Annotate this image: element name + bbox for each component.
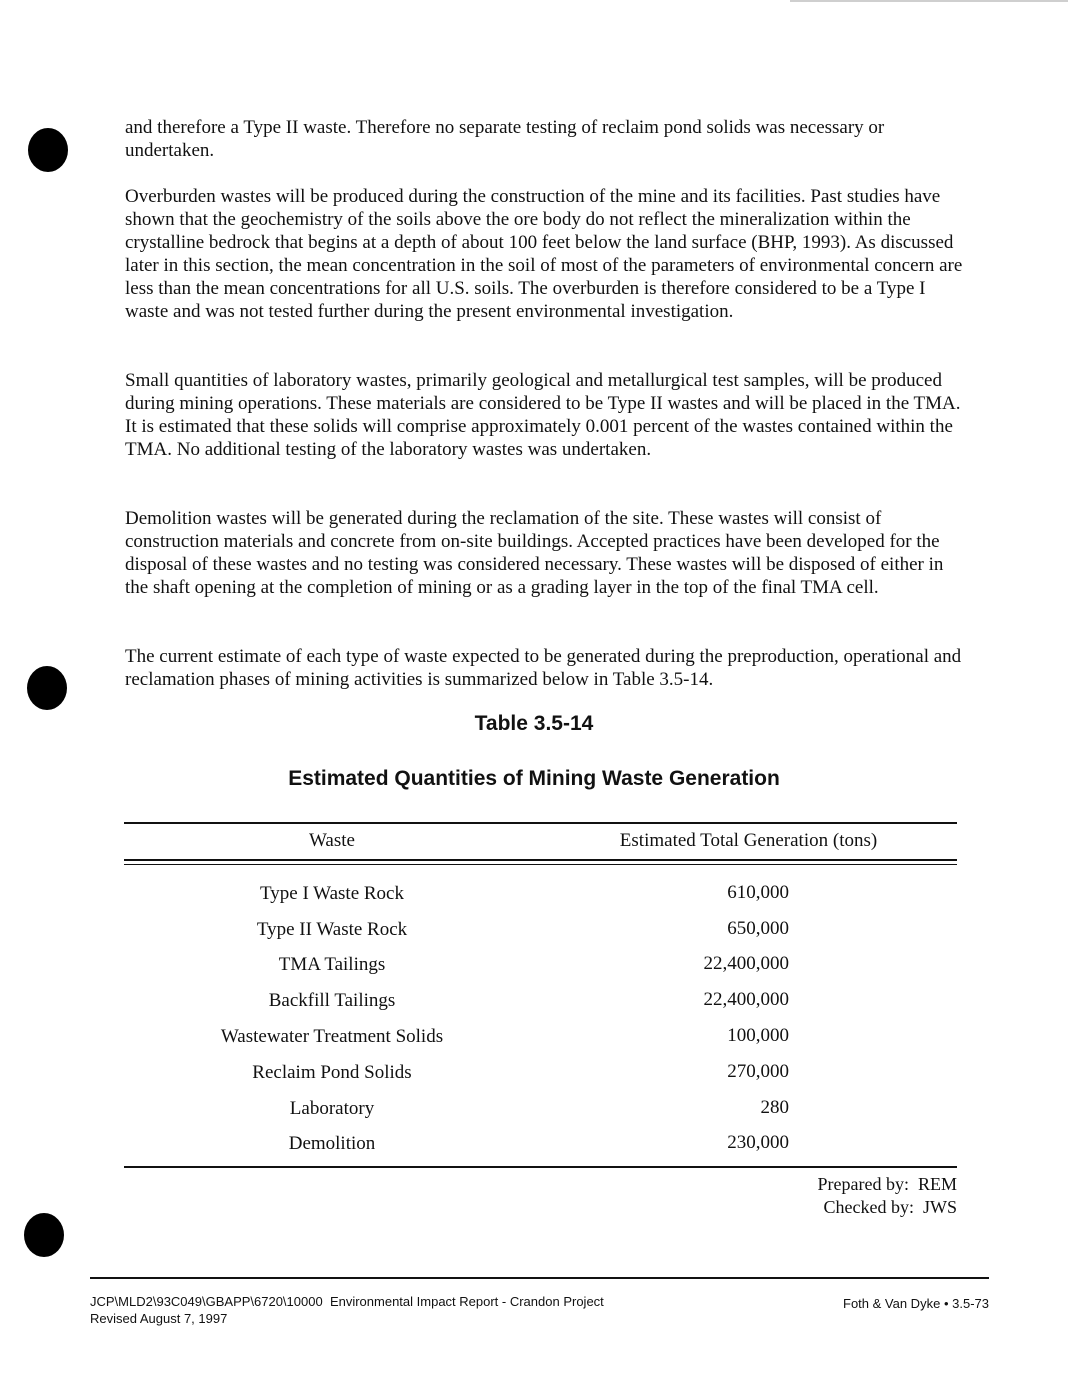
footer-bullet: • [943, 1296, 949, 1311]
paragraph-reclaim-pond: and therefore a Type II waste. Therefore no separate testing of reclaim pond solids was necessary or undertaken. [125, 117, 885, 161]
cell-waste: Backfill Tailings [268, 990, 396, 1012]
cell-tons: 22,400,000 [703, 953, 789, 975]
footer-page-number: 3.5-73 [952, 1296, 989, 1311]
checked-value: JWS [922, 1197, 957, 1217]
cell-tons: 230,000 [727, 1132, 789, 1154]
footer-doc-title: Environmental Impact Report - Crandon Project [329, 1294, 604, 1309]
paragraph-overburden: Overburden wastes will be produced during the construction of the mine and its facilities. Past studies have shown that the geochemistry of the soils above the ore body do not reflect the mineralization within the crystalline bedrock that begins at a depth of about 100 feet below the land surface (BHP, 1993). As discussed later in this section, the mean concentration in the soil of most of the parameters of environmental concern are less than the mean concentrations for all U.S. soils. The overburden is therefore considered to be a Type I waste and was not tested further during the present environmental investigation. [125, 186, 963, 322]
paragraph-laboratory: Small quantities of laboratory wastes, primarily geological and metallurgical test samples, will be produced during mining operations. These materials are considered to be Type II wastes and will be placed in the TMA. It is estimated that these solids will comprise approximately 0.001 percent of the wastes contained within the TMA. No additional testing of the laboratory wastes was undertaken. [125, 370, 961, 460]
prepared-block [818, 1173, 957, 1219]
cell-waste: Reclaim Pond Solids [252, 1061, 412, 1083]
cell-waste: TMA Tailings [278, 954, 386, 976]
table-row [124, 1127, 957, 1163]
footer-left [90, 1293, 604, 1327]
table-row [124, 1091, 957, 1127]
table-row [124, 1055, 957, 1091]
table-row [124, 876, 957, 912]
paragraph-summary: The current estimate of each type of waste expected to be generated during the preproduction, operational and reclamation phases of mining activities is summarized below in Table 3.5-14. [125, 646, 962, 690]
table-row [124, 983, 957, 1019]
table-row [124, 948, 957, 984]
prepared-value: REM [917, 1174, 957, 1194]
prepared-label: Prepared by: [817, 1174, 909, 1194]
footer-revised: Revised August 7, 1997 [90, 1311, 228, 1326]
table-row [124, 1019, 957, 1055]
cell-tons: 280 [760, 1096, 789, 1118]
header-waste: Waste [309, 830, 355, 851]
table-title: Estimated Quantities of Mining Waste Generation [288, 767, 780, 790]
binder-hole-middle [27, 666, 67, 710]
footer-rule [90, 1277, 989, 1279]
paragraph-demolition: Demolition wastes will be generated during the reclamation of the site. These wastes will consist of construction materials and concrete from on-site buildings. Accepted practices have been developed for the disposal of these wastes and no testing was considered necessary. These wastes will be disposed of either in the shaft opening at the completion of mining or as a grading layer in the top of the final TMA cell. [125, 508, 944, 598]
binder-hole-bottom [24, 1213, 64, 1257]
cell-tons: 22,400,000 [703, 989, 789, 1011]
cell-tons: 100,000 [727, 1025, 789, 1047]
footer-company: Foth & Van Dyke [843, 1296, 941, 1311]
header-generation: Estimated Total Generation (tons) [619, 830, 878, 851]
table-bottom-rule [124, 1166, 957, 1168]
scan-edge-line [790, 0, 1068, 2]
binder-hole-top [28, 128, 68, 172]
cell-tons: 610,000 [727, 881, 789, 903]
cell-waste: Demolition [288, 1133, 376, 1155]
cell-tons: 650,000 [727, 917, 789, 939]
table-row [124, 912, 957, 948]
footer-right [843, 1295, 989, 1312]
table-number: Table 3.5-14 [474, 712, 594, 735]
cell-waste: Laboratory [289, 1097, 375, 1119]
cell-waste: Wastewater Treatment Solids [220, 1026, 444, 1048]
waste-table [124, 822, 957, 1168]
table-header-row [124, 824, 957, 858]
cell-waste: Type II Waste Rock [256, 918, 408, 940]
cell-waste: Type I Waste Rock [259, 882, 404, 904]
cell-tons: 270,000 [727, 1060, 789, 1082]
footer-path: JCP\MLD2\93C049\GBAPP\6720\10000 [90, 1294, 323, 1309]
checked-label: Checked by: [823, 1197, 914, 1217]
